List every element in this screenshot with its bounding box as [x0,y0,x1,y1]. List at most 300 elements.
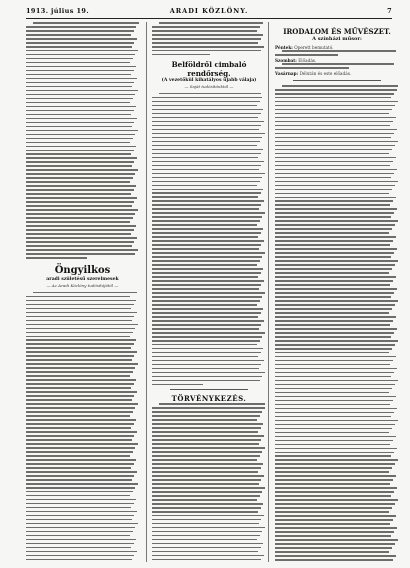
text-line [275,495,391,497]
text-line [33,292,138,294]
text-line [275,185,395,187]
text-line [33,22,139,24]
text-line [152,419,257,421]
text-line [152,523,259,525]
text-line [152,50,261,52]
text-line [275,555,396,557]
text-line [152,105,257,107]
program-entry-label: Vasárnap: [275,70,299,76]
text-line [26,351,137,353]
column-left [26,22,139,562]
text-line [26,181,130,183]
text-line [275,475,396,477]
text-line [26,451,133,453]
text-line [152,141,260,143]
text-line [275,109,392,111]
text-line [275,296,391,298]
article-subheading: (A vezetőkül kihatályos újabb válaja) [161,77,257,83]
text-line [26,161,134,163]
text-line [275,268,392,270]
text-line [26,347,131,349]
text-line [26,543,134,545]
text-line [26,26,136,28]
text-line [26,134,135,136]
text-line [26,427,131,429]
text-line [26,423,134,425]
text-line [26,463,134,465]
text-line [26,221,130,223]
text-line [275,384,395,386]
text-line [275,141,398,143]
text-line [152,224,257,226]
text-line [26,173,135,175]
text-line [275,272,389,274]
article-byline: — Saját tudósítónktól — [184,83,234,89]
section-divider [293,80,381,81]
text-line [26,193,131,195]
text-line [275,276,396,278]
text-line [152,196,258,198]
text-line [275,300,398,302]
text-line [152,109,263,111]
text-line [159,403,265,405]
text-line [26,54,135,56]
text-line [152,173,265,175]
text-line [275,416,391,418]
text-line [152,149,263,151]
text-line [26,245,132,247]
text-line [275,169,397,171]
text-line [26,150,134,152]
text-line [275,448,397,450]
text-line [152,364,261,366]
article-heading-line2: rendőrség. [187,68,231,78]
text-line [275,157,396,159]
text-line [275,240,393,242]
text-line [275,137,391,139]
text-line [152,137,262,139]
text-line [275,232,389,234]
text-line [152,264,257,266]
text-line [275,173,394,175]
text-line [26,126,132,128]
text-line [26,547,131,549]
text-line [152,336,262,338]
text-line [26,475,134,477]
text-line [152,495,260,497]
text-line [152,304,257,306]
text-line [275,511,389,513]
text-line [275,204,390,206]
text-line [26,479,132,481]
text-line [26,90,138,92]
text-line [275,264,395,266]
text-line [275,328,397,330]
text-line [26,403,138,405]
text-line [275,356,396,358]
text-line [152,332,265,334]
text-line [152,121,264,123]
text-line [26,507,131,509]
text-line [275,551,389,553]
text-line [26,253,135,255]
text-line [26,98,133,100]
text-line [275,236,396,238]
text-line [152,177,262,179]
text-line [26,515,134,517]
text-line [26,535,130,537]
text-line [275,304,395,306]
text-line [152,431,258,433]
text-line [26,300,136,302]
program-entry-label: Szombat: [275,57,297,63]
text-line [152,511,258,513]
text-line [152,439,261,441]
text-line [26,312,137,314]
text-line [26,78,137,80]
text-line [275,459,398,461]
text-line [152,216,262,218]
page-number: 7 [387,7,392,15]
text-line [152,165,261,167]
text-line [152,447,265,449]
text-line [26,343,134,345]
text-line [26,316,134,318]
text-line [26,455,130,457]
text-line [275,332,394,334]
program-entry-label: Péntek: [275,45,293,50]
text-line [275,388,392,390]
text-line [275,228,392,230]
text-line [275,547,392,549]
text-line [26,491,133,493]
text-line [26,237,137,239]
text-line [26,483,138,485]
text-line [275,189,392,191]
text-line [26,308,131,310]
text-line [26,320,132,322]
text-line [275,161,393,163]
text-line [26,225,136,227]
text-line [152,443,259,445]
text-line [26,66,136,68]
text-line [26,165,132,167]
text-line [26,527,135,529]
text-line [152,531,262,533]
text-line [26,189,134,191]
text-line [26,46,132,48]
text-line [152,228,263,230]
text-line [152,435,264,437]
text-line [275,200,393,202]
text-line [275,420,398,422]
text-line [26,559,132,561]
text-line [275,515,396,517]
column-right [268,22,399,562]
text-line [152,208,259,210]
text-line [275,396,396,398]
text-line [26,419,136,421]
text-line [26,205,132,207]
text-line [26,395,134,397]
text-line [26,30,134,32]
text-line [275,491,394,493]
text-line [152,296,262,298]
text-line [275,344,395,346]
text-line [152,133,265,135]
text-line [275,252,394,254]
text-line [152,101,260,103]
text-line [152,169,259,171]
text-line [275,535,391,537]
text-line [275,193,389,195]
text-line [152,212,265,214]
article-body [26,22,139,259]
text-line [26,555,134,557]
text-line [152,507,261,509]
text-line [152,415,260,417]
text-line [26,110,134,112]
text-line [152,487,265,489]
article-body [152,22,266,55]
text-line [26,114,131,116]
text-line [152,54,210,56]
text-line [26,339,136,341]
text-line [152,161,264,163]
program-body [275,50,399,56]
text-line [26,383,134,385]
article-body [152,403,266,562]
text-line [26,371,133,373]
text-line [152,372,265,374]
text-line [275,113,389,115]
text-line [275,149,392,151]
text-line [152,312,261,314]
text-line [275,487,397,489]
text-line [152,356,258,358]
text-line [152,527,265,529]
text-line [26,523,138,525]
text-line [275,165,390,167]
text-line [152,30,257,32]
text-line [275,125,390,127]
article-byline: — Az Aradi Közlöny tudósítójától — [46,282,119,288]
text-line [26,70,134,72]
text-line [275,440,393,442]
text-line [26,102,130,104]
text-line [26,435,134,437]
text-line [275,507,392,509]
text-line [26,50,138,52]
text-line [26,531,133,533]
text-line [275,197,396,199]
text-line [275,320,393,322]
text-line [26,539,136,541]
article-heading: Belföldről cimbaló [171,60,247,70]
text-line [26,213,135,215]
text-line [26,447,135,449]
text-line [275,503,395,505]
text-line [275,404,390,406]
text-line [152,308,263,310]
text-line [152,479,261,481]
text-line [26,34,131,36]
text-line [275,316,396,318]
text-line [26,217,133,219]
text-line [26,399,132,401]
text-line [26,157,137,159]
text-line [275,467,392,469]
text-line [152,519,261,521]
text-line [26,249,138,251]
text-line [26,459,136,461]
text-line [152,483,259,485]
text-line [152,129,259,131]
text-line [26,82,134,84]
text-line [159,22,263,24]
text-line [26,511,137,513]
text-line [152,515,264,517]
text-line [275,455,391,457]
text-line [275,408,397,410]
text-line [26,197,137,199]
text-line [152,292,265,294]
text-line [26,185,136,187]
newspaper-title: ARADI KÖZLÖNY. [169,7,249,15]
text-line [275,543,395,545]
text-line [26,367,135,369]
text-line [152,320,264,322]
text-line [275,364,390,366]
text-line [275,256,391,258]
text-line [26,257,87,259]
text-line [275,336,391,338]
text-line [26,142,130,144]
text-line [275,360,393,362]
text-line [152,491,262,493]
text-line [26,519,132,521]
text-line [26,487,135,489]
program-entry-text: Operett bemutató. [294,45,334,50]
text-line [152,427,261,429]
article-heading: Öngyilkos [54,264,111,276]
text-line [275,280,393,282]
text-line [26,86,132,88]
text-line [275,424,395,426]
text-line [275,479,393,481]
text-line [152,248,259,250]
text-line [159,93,261,95]
text-line [275,471,389,473]
program-body [275,63,399,69]
text-line [275,523,390,525]
text-line [152,272,261,274]
text-line [152,268,263,270]
section-heading: IRODALOM ÉS MŰVÉSZET. [283,27,391,36]
text-line [152,360,264,362]
text-line [275,436,396,438]
text-line [152,236,258,238]
text-line [275,133,394,135]
text-line [275,348,392,350]
text-line [152,260,260,262]
text-line [152,26,260,28]
text-line [152,240,264,242]
text-line [26,122,134,124]
text-line [275,101,398,103]
text-line [275,89,397,91]
text-line [152,471,258,473]
text-line [152,153,261,155]
text-line [152,204,261,206]
column-middle [146,22,266,562]
text-line [26,138,133,140]
text-line [275,244,390,246]
text-line [152,46,264,48]
text-line [275,93,394,95]
text-line [275,432,389,434]
text-line [275,452,394,454]
text-line [26,118,137,120]
text-line [275,463,395,465]
text-line [275,145,395,147]
text-line [26,229,134,231]
text-line [275,208,397,210]
text-line [152,34,263,36]
text-line [282,63,394,65]
text-line [275,260,398,262]
text-line [152,145,257,147]
text-line [152,376,262,378]
text-line [26,467,131,469]
text-line [275,531,394,533]
text-line [26,495,130,497]
text-line [152,157,258,159]
text-line [152,284,261,286]
text-line [275,444,390,446]
text-line [152,539,257,541]
text-line [26,411,133,413]
text-line [275,519,393,521]
text-line [26,106,136,108]
text-line [275,368,397,370]
text-line [26,375,130,377]
text-line [26,146,136,148]
text-line [275,376,391,378]
text-line [152,368,259,370]
program-entry-sunday [275,71,399,76]
text-line [275,224,395,226]
text-line [26,415,130,417]
text-line [275,177,391,179]
text-line [152,380,260,382]
text-line [152,352,261,354]
text-line [275,105,395,107]
text-line [152,407,265,409]
text-line [275,380,398,382]
text-line [152,503,263,505]
text-line [152,117,258,119]
text-line [26,153,131,155]
text-line [152,411,262,413]
text-line [152,181,260,183]
text-line [26,499,136,501]
text-line [152,276,258,278]
text-line [26,209,138,211]
text-line [26,551,137,553]
text-line [26,296,130,298]
text-line [152,451,262,453]
